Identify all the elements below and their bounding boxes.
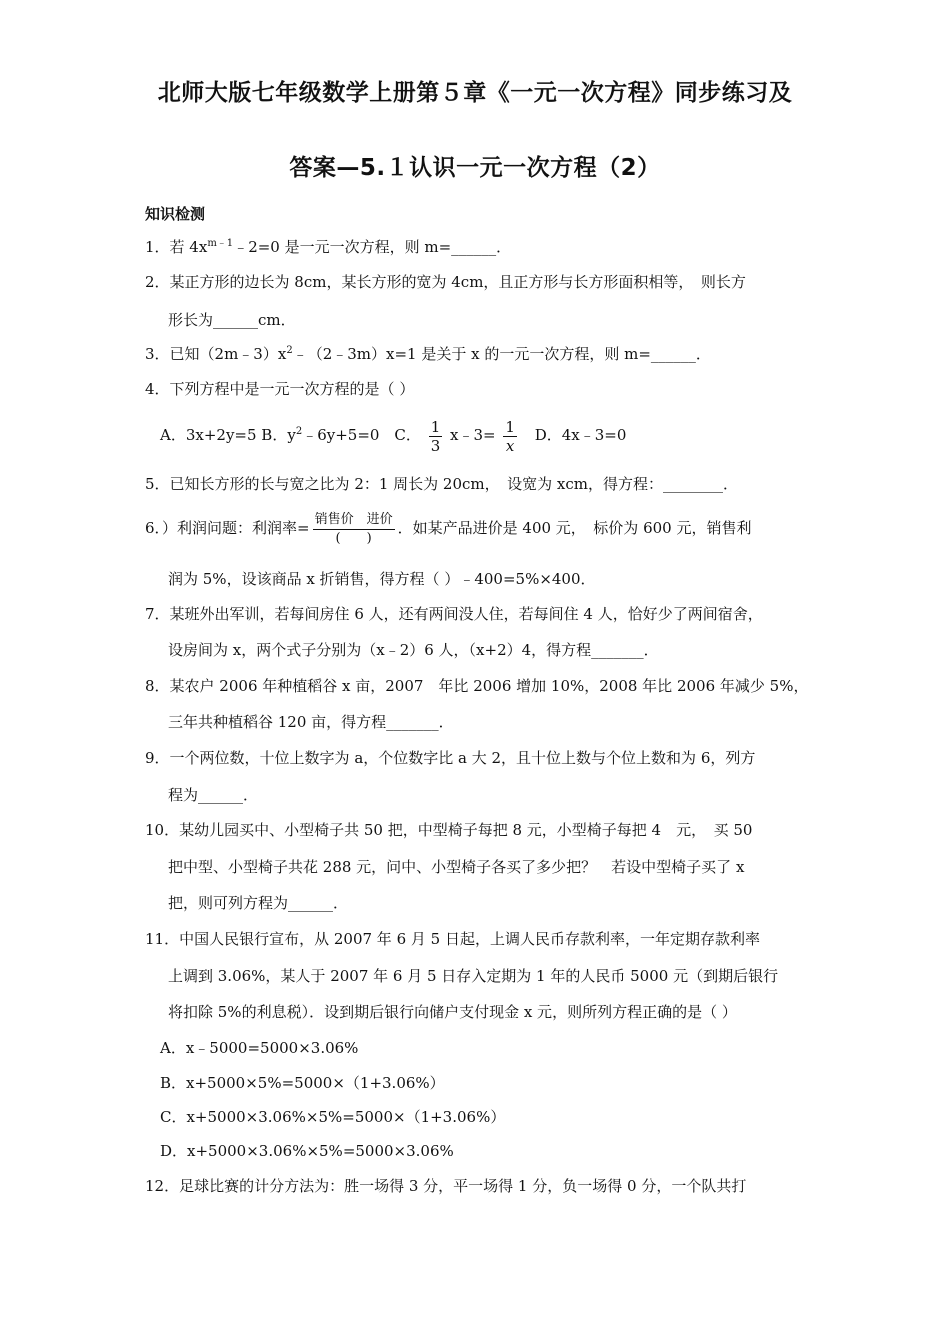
question-12-line-1: 12．足球比赛的计分方法为：胜一场得 3 分，平一场得 1 分，负一场得 0 分，一个队共打 [145, 1177, 747, 1195]
question-11-option-a: A．x﹣5000=5000×3.06% [160, 1039, 359, 1057]
question-8-line-1: 8．某农户 2006 年种植稻谷 x 亩，2007 年比 2006 增加 10%，2008 年比 2006 年减少 5%， [145, 677, 809, 695]
question-9-line-1: 9．一个两位数，十位上数字为 a，个位数字比 a 大 2，且十位上数与个位上数和为 6，列方 [145, 749, 756, 767]
question-4-options: A．3x+2y=5 B．$y^2﹣6y+5=0$ C． $\frac{1}{3}$ x﹣3= $\frac{1}{x}$ D．4x﹣3=0 [160, 417, 627, 455]
title-line-1: 北师大版七年级数学上册第５章《一元一次方程》同步练习及 [157, 80, 793, 106]
title-line-2: 答案—5.１认识一元一次方程（2） [289, 155, 661, 181]
question-11-line-3: 将扣除 5%的利息税）．设到期后银行向储户支付现金 x 元，则所列方程正确的是（ ） [168, 1003, 737, 1021]
question-11-line-1: 11．中国人民银行宣布，从 2007 年 6 月 5 日起，上调人民币存款利率，一年定期存款利率 [145, 930, 760, 948]
question-9-line-2: 程为______． [168, 786, 259, 804]
question-10-line-2: 把中型、小型椅子共花 288 元，问中、小型椅子各买了多少把？ 若设中型椅子买了 x [168, 858, 745, 876]
question-11-option-b: B．x+5000×5%=5000×（1+3.06%） [160, 1074, 445, 1092]
question-10-line-1: 10．某幼儿园买中、小型椅子共 50 把，中型椅子每把 8 元，小型椅子每把 4 元， 买 50 [145, 821, 753, 839]
question-11-option-d: D．x+5000×3.06%×5%=5000×3.06% [160, 1142, 454, 1160]
question-2-line-1: 2．某正方形的边长为 8cm，某长方形的宽为 4cm，且正方形与长方形面积相等， 则长方 [145, 273, 746, 291]
question-10-line-3: 把，则可列方程为______． [168, 894, 349, 912]
question-6-line-2: 润为 5%，设该商品 x 折销售，得方程（ ）﹣400=5%×400． [168, 570, 596, 588]
question-4-stem: 4．下列方程中是一元一次方程的是（ ） [145, 380, 415, 398]
question-7-line-1: 7．某班外出军训，若每间房住 6 人，还有两间没人住，若每间住 4 人，恰好少了两间宿舍， [145, 605, 763, 623]
question-3: 3．已知$(2m﹣3)x^2﹣(2﹣3m)x=1$ 是关于 x 的一元一次方程，则 m=______． [145, 345, 711, 363]
question-1: 1．若 $4x^{m﹣1}﹣2=0$ 是一元一次方程，则 m=______． [145, 238, 512, 256]
question-11-option-c: C．x+5000×3.06%×5%=5000×（1+3.06%） [160, 1108, 506, 1126]
question-2-line-2: 形长为______cm． [168, 311, 296, 329]
question-8-line-2: 三年共种植稻谷 120 亩，得方程_______． [168, 713, 454, 731]
fraction-one-over-x: $\frac{1}{x}$ [505, 417, 515, 455]
question-11-line-2: 上调到 3.06%，某人于 2007 年 6 月 5 日存入定期为 1 年的人民币 5000 元（到期后银行 [168, 967, 779, 985]
profit-rate-fraction: $\frac{\text{销售价 进价}}{( )}$ [314, 511, 393, 546]
question-5: 5．已知长方形的长与宽之比为 2：1 周长为 20cm， 设宽为 xcm，得方程：________． [145, 475, 739, 493]
question-6-line-1: 6．）利润问题：利润率= $\frac{\text{销售价 进价}}{( )}$ ．如某产品进价是 400 元， 标价为 600 元，销售利 [145, 511, 752, 546]
section-heading: 知识检测 [145, 205, 206, 223]
fraction-one-third: $\frac{1}{3}$ [430, 417, 441, 455]
question-7-line-2: 设房间为 x，两个式子分别为（x﹣2）6 人，（x+2）4，得方程_______． [168, 641, 659, 659]
